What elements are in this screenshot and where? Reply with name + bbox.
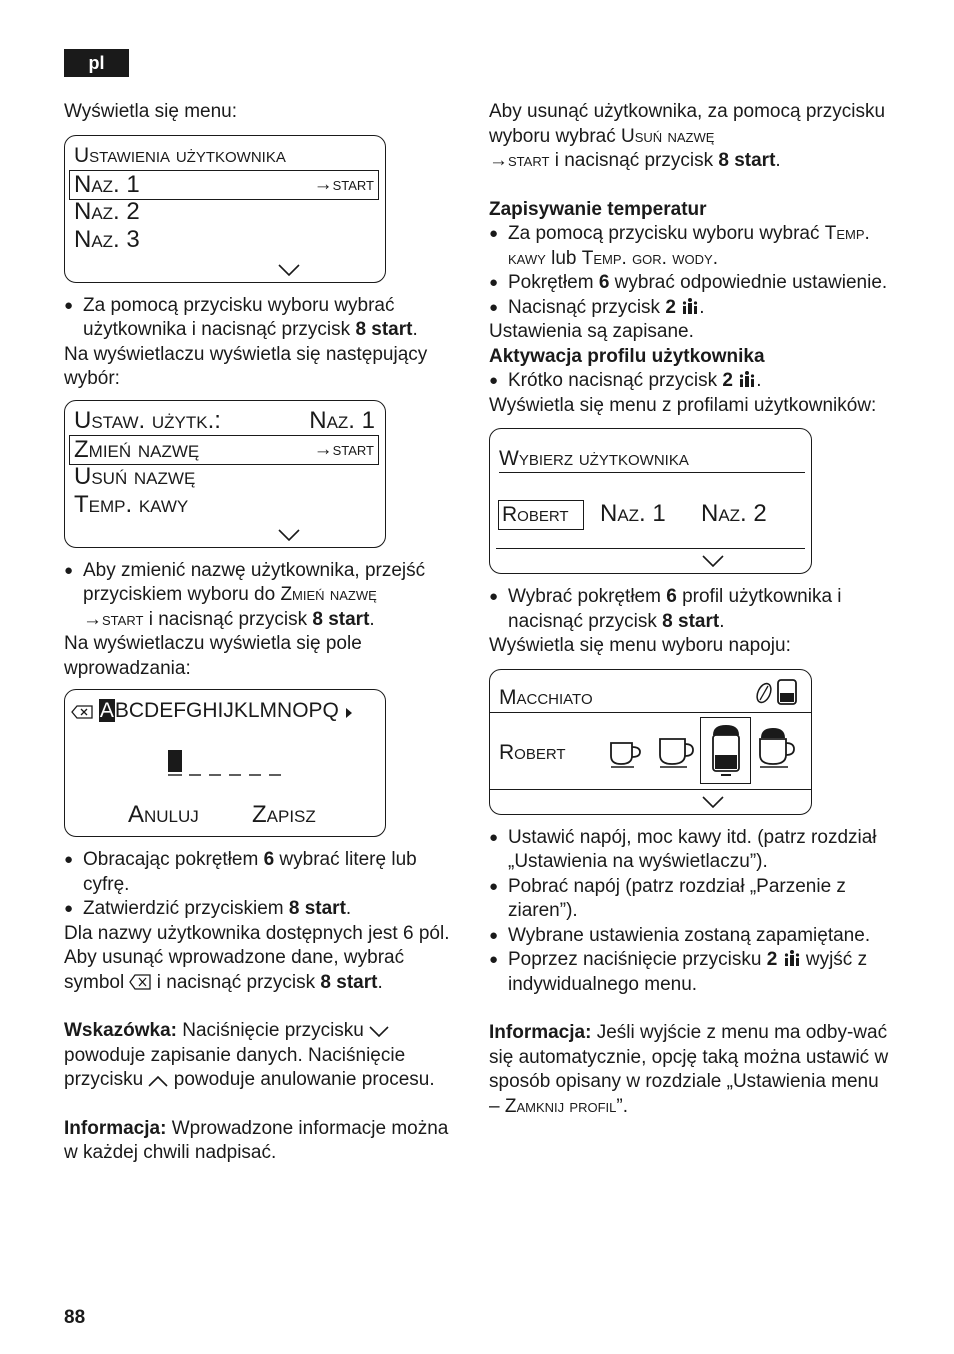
language-tag: pl bbox=[64, 49, 129, 77]
lcd-choose-user bbox=[489, 428, 812, 574]
lcd-title: Wybierz użytkownika bbox=[499, 445, 805, 473]
lcd-divider bbox=[490, 712, 811, 713]
lcd-drink-select bbox=[489, 669, 812, 815]
lcd-item[interactable]: Temp. kawy bbox=[74, 490, 189, 518]
temp-step2: ● Pokrętłem 6 wybrać odpowiednie ustawienie. bbox=[489, 271, 894, 296]
delete-user-text: Aby usunąć użytkownika, za pomocą przycisku wyboru wybrać Usuń nazwę →start i nacisnąć przycisk 8 start. bbox=[489, 101, 886, 171]
lcd-item[interactable]: Naz. 3 bbox=[74, 225, 140, 253]
bullet-item: ● Wybrane ustawienia zostaną zapamiętane. bbox=[489, 924, 894, 949]
left-column bbox=[64, 100, 464, 1166]
letters[interactable]: BCDEFGHIJKLMNOPQ bbox=[114, 699, 339, 722]
step-change-name: ● Aby zmienić nazwę użytkownika, przejść przyciskiem wyboru do Zmień nazwę →start i nacisnąć przycisk 8 start. bbox=[64, 559, 464, 633]
drink-menu-text: Wyświetla się menu wyboru napoju: bbox=[489, 635, 791, 656]
user-profile-icon bbox=[738, 370, 756, 388]
lcd-user-option[interactable]: Naz. 2 bbox=[701, 500, 767, 527]
activate-heading: Aktywacja profilu użytkownika bbox=[489, 345, 765, 367]
lcd-selected-row[interactable] bbox=[69, 170, 379, 200]
user-profile-icon bbox=[783, 949, 801, 967]
espresso-cup-icon[interactable] bbox=[608, 740, 644, 768]
delete-info: Aby usunąć wprowadzone dane, wybrać symbol i nacisnąć przycisk 8 start. bbox=[64, 947, 405, 993]
selected-drink-frame[interactable] bbox=[700, 717, 751, 784]
step-select-user: ● Za pomocą przycisku wyboru wybrać użytkownika i nacisnąć przycisk 8 start. bbox=[64, 294, 464, 343]
exit-step: ● Poprzez naciśnięcie przycisku 2 wyjść z indywidualnego menu. bbox=[489, 948, 894, 997]
intro-text: Wyświetla się menu: bbox=[64, 101, 237, 122]
input-slots[interactable] bbox=[168, 750, 283, 784]
lcd-selected-row[interactable] bbox=[69, 435, 379, 465]
chevron-up-icon bbox=[148, 1075, 168, 1087]
info-text: Informacja: Wprowadzone informacje można w każdej chwili nadpisać. bbox=[64, 1117, 449, 1163]
save-temp-heading: Zapisywanie temperatur bbox=[489, 198, 707, 220]
coffee-cup-icon[interactable] bbox=[657, 736, 697, 768]
chevron-down-icon bbox=[702, 796, 724, 808]
temp-step1: ● Za pomocą przycisku wyboru wybrać Temp. kawy lub Temp. gor. wody. bbox=[489, 222, 894, 271]
choose-step: ● Wybrać pokrętłem 6 profil użytkownika i nacisnąć przycisk 8 start. bbox=[489, 585, 894, 634]
lcd-divider bbox=[496, 548, 805, 549]
lcd-selected-user[interactable]: Robert bbox=[498, 500, 584, 530]
user-profile-icon bbox=[681, 297, 699, 315]
cancel-button[interactable]: Anuluj bbox=[128, 801, 199, 828]
arrow-right-icon[interactable] bbox=[345, 707, 353, 719]
lcd-title: Ustawienia użytkownika bbox=[74, 142, 379, 171]
start-action: →start bbox=[313, 438, 374, 460]
activate-step: ● Krótko nacisnąć przycisk 2 . bbox=[489, 369, 894, 394]
bullet-item: ● Pobrać napój (patrz rozdział „Parzenie z ziaren”). bbox=[489, 875, 894, 924]
letter-row bbox=[71, 698, 353, 724]
lcd-user-option[interactable]: Naz. 1 bbox=[600, 500, 666, 527]
after-step2-text: Na wyświetlaczu wyświetla się pole wprowadzania: bbox=[64, 633, 362, 679]
lcd-user-label: Robert bbox=[499, 740, 566, 764]
lcd-user-options bbox=[64, 400, 386, 548]
lcd-name-input bbox=[64, 689, 386, 837]
lcd-item[interactable]: Naz. 2 bbox=[74, 197, 140, 225]
profiles-menu-text: Wyświetla się menu z profilami użytkowników: bbox=[489, 394, 877, 416]
step-confirm: ● Zatwierdzić przyciskiem 8 start. bbox=[64, 897, 464, 922]
lcd-selected-label: Zmień nazwę bbox=[74, 435, 200, 463]
saved-text: Ustawienia są zapisane. bbox=[489, 321, 694, 342]
selected-letter[interactable]: A bbox=[99, 699, 114, 722]
macchiato-glass-icon bbox=[709, 723, 743, 777]
lcd-user-settings bbox=[64, 135, 386, 283]
lcd-item[interactable]: Usuń nazwę bbox=[74, 462, 196, 490]
hint-text: Wskazówka: Naciśnięcie przycisku powoduje zapisanie danych. Naciśnięcie przycisku powoduje anulowanie procesu. bbox=[64, 1020, 435, 1090]
fields-info: Dla nazwy użytkownika dostępnych jest 6 pól. bbox=[64, 922, 450, 944]
chevron-down-icon bbox=[278, 529, 300, 541]
bullet-item: ● Ustawić napój, moc kawy itd. (patrz rozdział „Ustawienia na wyświetlaczu”). bbox=[489, 826, 894, 875]
after-step1-text: Na wyświetlaczu wyświetla się następujący wybór: bbox=[64, 343, 428, 389]
strength-cup-icon bbox=[754, 676, 802, 710]
chevron-down-icon bbox=[702, 555, 724, 567]
lcd-drink-title: Macchiato bbox=[499, 685, 593, 709]
lcd-divider bbox=[490, 789, 811, 790]
right-column bbox=[489, 100, 894, 1119]
input-slots-graphic bbox=[168, 750, 283, 776]
cappuccino-cup-icon[interactable] bbox=[757, 726, 797, 768]
backspace-icon[interactable] bbox=[71, 705, 93, 719]
backspace-icon bbox=[129, 974, 151, 990]
page-number: 88 bbox=[64, 1307, 86, 1328]
temp-step3: ● Nacisnąć przycisk 2 . bbox=[489, 296, 894, 321]
info-text: Informacja: Jeśli wyjście z menu ma odby-wać się automatycznie, opcję taką można ustawić w sposób opisany w rozdziale „Ustawienia menu – Zamknij profil”. bbox=[489, 1022, 889, 1117]
save-button[interactable]: Zapisz bbox=[252, 801, 316, 828]
chevron-down-icon bbox=[369, 1026, 389, 1038]
chevron-down-icon bbox=[278, 264, 300, 276]
start-action: →start bbox=[313, 173, 374, 195]
lcd-title: Ustaw. użytk.: Naz. 1 bbox=[74, 406, 375, 434]
lcd-selected-label: Naz. 1 bbox=[74, 170, 140, 198]
step-rotate: ● Obracając pokrętłem 6 wybrać literę lub cyfrę. bbox=[64, 848, 464, 897]
